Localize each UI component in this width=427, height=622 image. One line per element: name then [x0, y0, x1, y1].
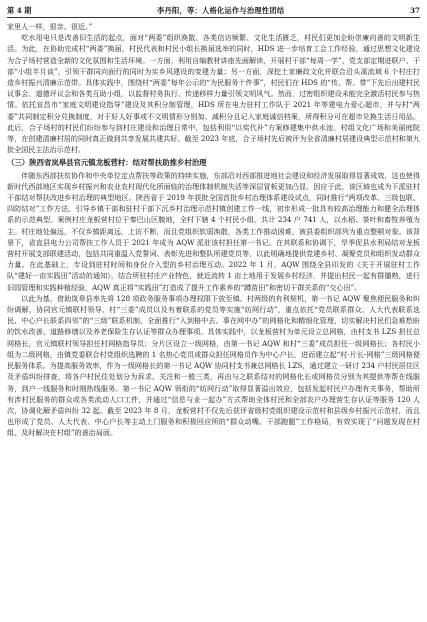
article-body	[7, 21, 420, 439]
paragraph: 以此为基，借助岚皋县率先将 128 项政务服务事项办理权限下放至镇、村两级的有利契机，第一书记 AQW 聚焦便民服务和纠纷调解，协同官元镇联村领导、村“三委”成员以及有着联系的党员等实施“纺网行动”，重点依托“党员联系群众、人大代表联系选民、中心户长联系四邻”的“三级”联系机制，全面推行“入到格中去、事在网中办”的网格化和精细化管理，切实解决村民们急难愁盼的饮水改善、道路修缮以及养老保险生存认证等群众办理事项。具体实践中，以龙板营村为单元设立总网格，由村支书 LZS 担任总网格长，官元镇联村领导担任村网格指导员；分片区设立一级网格，由第一书记 AQW 和村“三委”成员担任一级网格长；各村民小组为二级网格，由镇党委联合村党组织选聘的 1 名热心党员或群众担任网格员作为中心户长，进而建立起“村-片长-网格”三级网格便民服务体系。为提高服务效率，作为一级网格长的第一书记 AQW 协同村支书兼总网格长 LZS，通过建立一研讨 234 户村民居住区及矛盾纠纷排查，将各户村民住处划分为诉求、关注和一般三类，再由与之联系结对的网格化长或网格员分别为其提供等帮在线服务，到户一线服务和时刚热线服务。第一书记 AQW 领衔的“纺网行动”取得显著溢出效应，包括发起村民户办理有关事务，帮助所有涉村民服务的群众或各类流动人口工件，并通过“信息与业一起办”方式帮助全体村民和全部农户办理营生存认证等服务 120 人次，协调化解矛盾纠纷 32 起。截至 2023 年 8 月，龙板营村不仅先后获评省级村党组织建设示范村和县级乡村振兴示范村，而且也形成了党员、人大代表、中心户长等主动上门服务和积极回应所的“群众动嘴、干部跑腿”工作格局，有效实现了“问题发现在村组、及时解决在村组”的善治局面。	[7, 293, 420, 438]
page-number: 37	[409, 6, 420, 15]
paragraph: 家里人一样，很亲、很近。”	[7, 22, 93, 31]
paragraph: 伴随东西部扶贫协作和中央单位定点帮扶等政策的持续实施，东部沿对西部推进地社会建设和经济发展取得显著成效，这也使得新时代西部地区实现乡村振兴和农业农村现代化所面临的治理体制机制失活等深层冒板更加凸显。因应于此，该区域也成为下派驻村干部结对帮扶改进乡村治理的典型地区。陕西省于 2019 年获批全国首批乡村治理体系建设试点，同时推行“两项改革、三级包联、四防结对”工作方法，引导乡镇干部和驻村干部下沉乡村治理示范村镇创建工作一线，初步形成一批具有较高治理能力和健全治理体系的示范典型。案例村庄龙板营村位于秦巴山区腹地，全村下辖 4 个村民小组，共计 234 户 741 人，以水稻、茶叶和畜牧养殖为主。村庄地处偏远，不仅乡镇距离远，上访不断，而且党组织软弱涣散，各类工作推动困难，被县委组织部列为重点整顿对象。该背景下，省直县电力公司帮扶工作人员于 2021 年成为 AQW 派驻该村担任第一书记。在其联系和协调下，旱季促县水利局结对龙板营村开展支部联建活动，包括共同重温入党誓词、表彰先进和整队所建党员等，以此明确地提供党建乡村、凝聚党员和组织发动群众力量。在此基础上，专设到驻村时间和身份介入型的乡村治理互动。2022 年 1 月，AQW 围绕全县印发的《关于开展驻村工作队“建好一亩实践田”活动的通知》，结合所驻村庄产业特色，就近流转 1 亩土地用于发展乡村经济，并提出村民一起有群播熟，进行旧园管理和实践种植经验，AQW 真正将“实践田”打造成了提升工作素养的“蹲苗田”和密切干群关系的“交心田”。	[7, 170, 420, 292]
paragraph: 吃水用电只是改善旧生活的起点，面对“两委”组织涣散、各类信访频繁、文化生活匮乏，村民们更加企盼崇廉向善的文明新生活。为此，在协助完成村“两委”换届，村民代表和村民小组长换届选举的同时，HDS 进一步培育工会工作经验，通过思想文化建设为合子场村营造全新的文化氛围和生活环境。一方面，利用自编教材讲座先面解读，开展村干部“每周一学”、党支部定期进联户、干部“小组半月谈”，引领干群同向面行的同时为实乡风建设的变建力量；另一方面，深挖土家廉政文化并联合沿头溪流域 6 个村庄打造乡村振兴清廉示范带。具体实践中，围绕村“两委”每年公示的“为民服务十件事”，村民们在 HDS 的“传、帮、带”下先后出建村民议事会、道德评议会和各类互助小组，以监督村务执行、传递移样力量引领文明风气。然而，过密组织建设未能完全激活村民参与热情。依托宣昌市“家庭文明建设指导”建设及其积分制管理，HDS 所在电力驻村工作队于 2021 年等建电力爱心超市，并与村“两委”共同制定积分兑换制度，对于好人好事或不文明情形分别加、减积分且记入家庭诚信档案，所得积分可在超市兑换生活日用品。此后，合子场村的村民们纷纷参与到村庄建设和治理日常中，包括利用“以奖代补”方案修建集中供水池、村组文化广场和美丽庭院等，在创建清廉村居的同时真正做到共享发展共建共好。截至 2023 年底，合子场村先后被评为全省清廉村居建设典型示范村和第九批全国民主法治示范村。	[7, 33, 420, 155]
section-heading: （三）陕西省岚皋县官元镇龙板营村：结对帮扶助推乡村治理	[7, 158, 207, 168]
issue-label: 第 4 期	[7, 6, 32, 15]
running-title: 李丹阳，等：人格化运作与治理性团结	[157, 6, 285, 15]
running-header	[7, 6, 420, 18]
